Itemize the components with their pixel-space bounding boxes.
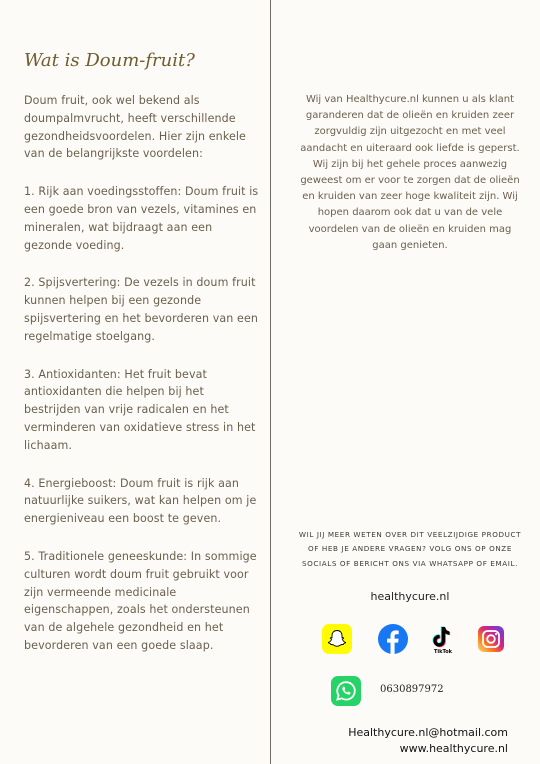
website-link-small[interactable]: healthycure.nl xyxy=(370,590,450,603)
instagram-icon[interactable] xyxy=(478,626,504,652)
column-divider xyxy=(270,0,271,764)
email-address[interactable]: Healthycure.nl@hotmail.com xyxy=(348,726,508,739)
phone-number[interactable]: 0630897972 xyxy=(380,684,444,695)
company-intro: Wij van Healthycure.nl kunnen u als klant garanderen dat de olieën en kruiden zeer zorgvuldig zijn uitgezocht en met veel aandacht en uiteraard ook liefde is geperst. Wij zijn bij het gehele proces aanwezig geweest om er voor te zorgen dat de olieën en kruiden van zeer hoge kwaliteit zijn. Wij hopen daarom ook dat u van de vele voordelen van de olieën en kruiden mag gaan genieten. xyxy=(300,94,520,251)
benefit-antioxidants: 3. Antioxidanten: Het fruit bevat antioxidanten die helpen bij het bestrijden van vrije radicalen en het verminderen van oxidatieve stress in het lichaam. xyxy=(24,367,256,452)
benefit-energy: 4. Energieboost: Doum fruit is rijk aan natuurlijke suikers, wat kan helpen om je energieniveau een boost te geven. xyxy=(24,476,257,526)
tiktok-label: TikTok xyxy=(434,649,452,654)
tiktok-icon[interactable] xyxy=(430,624,456,654)
snapchat-icon[interactable] xyxy=(322,624,352,654)
whatsapp-icon[interactable] xyxy=(331,676,361,706)
benefit-nutrients: 1. Rijk aan voedingsstoffen: Doum fruit is een goede bron van vezels, vitamines en mineralen, wat bijdraagt aan een gezonde voeding. xyxy=(24,185,259,252)
benefits-column xyxy=(24,92,260,675)
intro-paragraph: Doum fruit, ook wel bekend als doumpalmvrucht, heeft verschillende gezondheidsvoordelen. Hier zijn enkele van de belangrijkste voordelen: xyxy=(24,94,246,161)
benefit-traditional-medicine: 5. Traditionele geneeskunde: In sommige culturen wordt doum fruit gebruikt voor zijn vermeende medicinale eigenschappen, zoals het ondersteunen van de algehele gezondheid en het bevorderen van een goede slaap. xyxy=(24,549,257,652)
contact-call-to-action: WIL JIJ MEER WETEN OVER DIT VEELZIJDIGE PRODUCT OF HEB JE ANDERE VRAGEN? VOLG ONS OP ONZE SOCIALS OF BERICHT ONS VIA WHATSAPP OF EMAIL. xyxy=(298,530,522,568)
page-title: Wat is Doum-fruit? xyxy=(24,50,195,71)
facebook-icon[interactable] xyxy=(378,624,408,654)
website-url[interactable]: www.healthycure.nl xyxy=(399,742,508,755)
benefit-digestion: 2. Spijsvertering: De vezels in doum fruit kunnen helpen bij een gezonde spijsvertering en het bevorderen van een regelmatige stoelgang. xyxy=(24,276,259,343)
